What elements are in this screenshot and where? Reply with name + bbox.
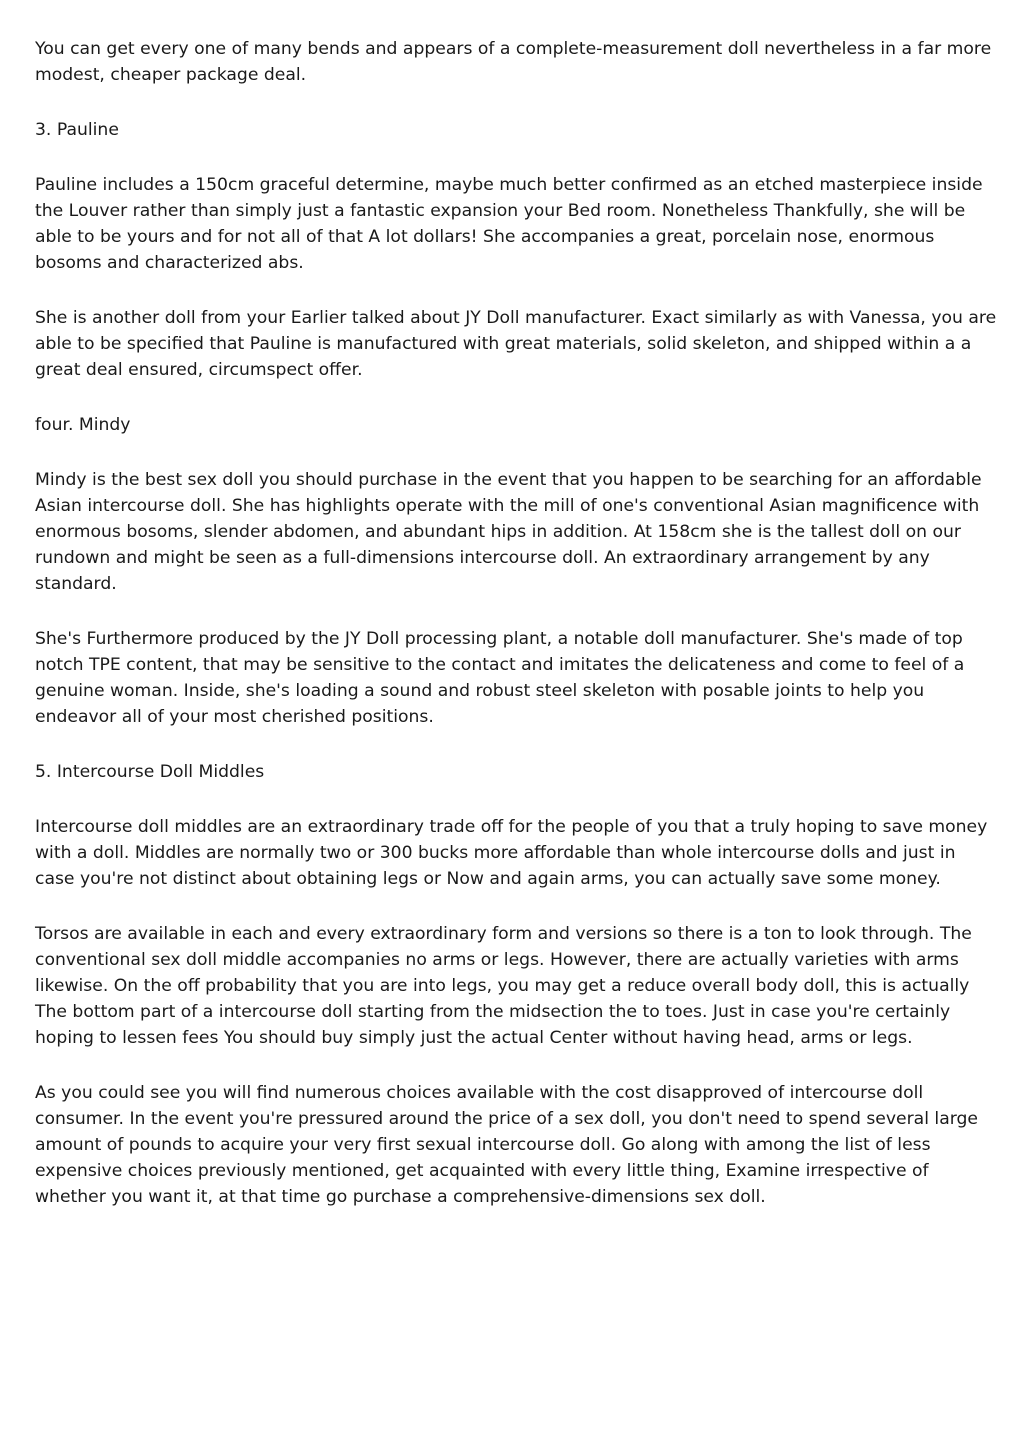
- paragraph-conclusion: As you could see you will find numerous choices available with the cost disapproved of intercourse doll consumer. In the event you're pressured around the price of a sex doll, you don't need to spend several large amount of pounds to acquire your very first sexual intercourse doll. Go along with among the list of less expensive choices previously mentioned, get acquainted with every little thing, Examine irrespective of whether you want it, at that time go purchase a comprehensive-dimensions sex doll.: [35, 1083, 978, 1207]
- paragraph-mindy-description: Mindy is the best sex doll you should purchase in the event that you happen to be searching for an affordable Asian intercourse doll. She has highlights operate with the mill of one's conventional Asian magnificence with enormous bosoms, slender abdomen, and abundant hips in addition. At 158cm she is the tallest doll on our rundown and might be seen as a full-dimensions intercourse doll. An extraordinary arrangement by any standard.: [35, 470, 982, 594]
- paragraph-pauline-description: Pauline includes a 150cm graceful determine, maybe much better confirmed as an etched masterpiece inside the Louver rather than simply just a fantastic expansion your Bed room. Nonetheless Thankfully, she will be able to be yours and for not all of that A lot dollars! She accompanies a great, porcelain nose, enormous bosoms and characterized abs.: [35, 175, 983, 273]
- paragraph-intro: You can get every one of many bends and appears of a complete-measurement doll nevertheless in a far more modest, cheaper package deal.: [35, 39, 992, 85]
- paragraph-torsos: Torsos are available in each and every extraordinary form and versions so there is a ton to look through. The conventional sex doll middle accompanies no arms or legs. However, there are actually varieties with arms likewise. On the off probability that you are into legs, you may get a reduce overall body doll, this is actually The bottom part of a intercourse doll starting from the midsection the to toes. Just in case you're certainly hoping to lessen fees You should buy simply just the actual Center without having head, arms or legs.: [35, 924, 972, 1048]
- section-heading-mindy: four. Mindy: [35, 415, 131, 435]
- paragraph-middles-description: Intercourse doll middles are an extraordinary trade off for the people of you that a truly hoping to save money with a doll. Middles are normally two or 300 bucks more affordable than whole intercourse dolls and just in case you're not distinct about obtaining legs or Now and again arms, you can actually save some money.: [35, 817, 988, 889]
- section-heading-pauline: 3. Pauline: [35, 120, 119, 140]
- section-heading-middles: 5. Intercourse Doll Middles: [35, 762, 265, 782]
- paragraph-pauline-manufacturer: She is another doll from your Earlier talked about JY Doll manufacturer. Exact similarly as with Vanessa, you are able to be specified that Pauline is manufactured with great materials, solid skeleton, and shipped within a a great deal ensured, circumspect offer.: [35, 308, 997, 380]
- paragraph-mindy-manufacturer: She's Furthermore produced by the JY Doll processing plant, a notable doll manufacturer. She's made of top notch TPE content, that may be sensitive to the contact and imitates the delicateness and come to feel of a genuine woman. Inside, she's loading a sound and robust steel skeleton with posable joints to help you endeavor all of your most cherished positions.: [35, 629, 965, 727]
- document-body: [35, 36, 997, 1239]
